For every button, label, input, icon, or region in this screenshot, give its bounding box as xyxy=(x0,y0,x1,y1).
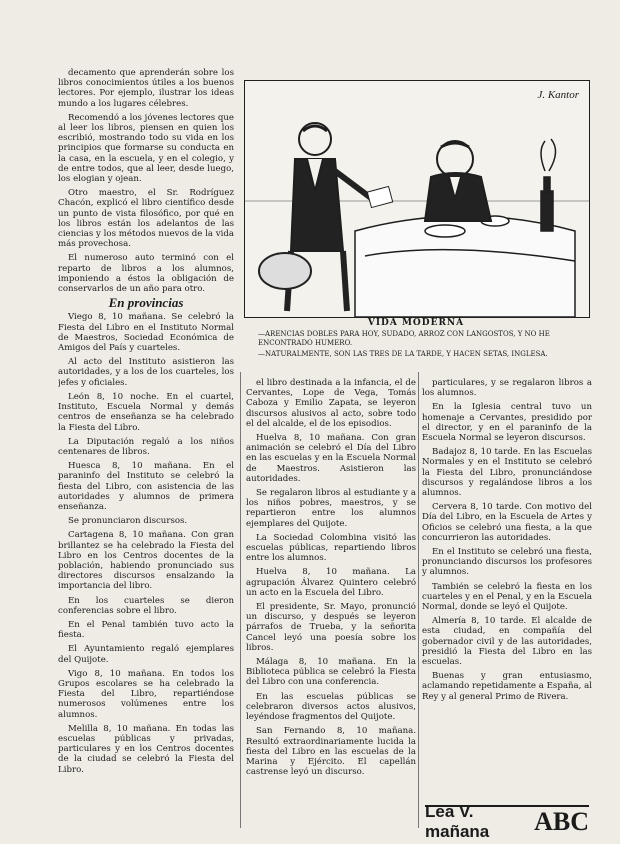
cartoon-title: VIDA MODERNA xyxy=(367,318,465,328)
right-paragraph-2: En la Iglesia central tuvo un homenaje a Cervantes, presidido por el director, y en el paraninfo de la Escuela Normal se leyeron discursos. xyxy=(422,402,592,444)
cartoon-illustration xyxy=(244,80,590,318)
left-paragraph-11: Cartagena 8, 10 mañana. Con gran brillantez se ha celebrado la Fiesta del Libro en los Centros docentes de la población, habiendo pronunciado sus directores discursos ensalzando la importancia del libro. xyxy=(58,530,234,592)
left-paragraph-13: En el Penal también tuvo acto la fiesta. xyxy=(58,619,234,641)
right-paragraph-7: Almería 8, 10 tarde. El alcalde de esta ciudad, en compañía del gobernador civil y de las autoridades, presidió la Fiesta del Libro en las escuelas. xyxy=(422,616,592,668)
mid-paragraph-3: Se regalaron libros al estudiante y a los niños pobres, maestros, y se repartieron entre los alumnos ejemplares del Quijote. xyxy=(246,488,416,529)
mid-paragraph-9: San Fernando 8, 10 mañana. Resultó extraordinariamente lucida la fiesta del Libro en las escuelas de la Marina y Ejército. El capellán castrense leyó un discurso. xyxy=(246,726,416,778)
left-paragraph-2: Recomendó a los jóvenes lectores que al leer los libros, piensen en quien los escribió, mostrando todo su vida en los principios que formarse su conducta en la casa, en la escuela, y en el colegio, y de entre todos, que al leer, desde luego, los elogian y ojean. xyxy=(58,112,234,185)
mid-paragraph-4: La Sociedad Colombina visitó las escuelas públicas, repartiendo libros entre los alumnos. xyxy=(246,532,416,564)
left-paragraph-3: Otro maestro, el Sr. Rodríguez Chacón, explicó el libro científico desde un punto de vista filosófico, por qué en los libros están los adelantos de las ciencias y los métodos nuevos de la vida más provechosa. xyxy=(58,188,234,250)
left-paragraph-14: El Ayuntamiento regaló ejemplares del Quijote. xyxy=(58,644,234,665)
mid-paragraph-2: Huelva 8, 10 mañana. Con gran animación se celebró el Día del Libro en las escuelas y en la Escuela Normal de Maestros. Asistieron las autoridades. xyxy=(246,433,416,484)
left-paragraph-9: Huesca 8, 10 mañana. En el paraninfo del Instituto se celebró la fiesta del Libro, con asistencia de las autoridades y alumnos de primera enseñanza. xyxy=(58,461,234,512)
cartoon-drawing xyxy=(245,81,589,317)
right-column xyxy=(422,378,592,828)
section-title: En provincias xyxy=(108,295,184,311)
cartoon-caption-2: —NATURALMENTE, SON LAS TRES DE LA TARDE, Y HACEN SETAS, INGLESA. xyxy=(258,350,548,358)
mid-paragraph-1: el libro destinada a la infancia, el de Cervantes, Lope de Vega, Tomás Caboza y Emilio Zapata, se leyeron discursos alusivos al acto, sobre todo el del alcalde, el de los episodios. xyxy=(246,378,416,429)
left-column xyxy=(58,68,234,828)
left-paragraph-1: decamento que aprenderán sobre los libros conocimientos útiles a los buenos lectores. Por ejemplo, ilustrar los ideas mundo a los lugares célebres. xyxy=(58,68,234,109)
mid-paragraph-6: El presidente, Sr. Mayo, pronunció un discurso, y después se leyeron párrafos de Trueba, y la señorita Cancel leyó una poesía sobre los libros. xyxy=(246,602,416,653)
middle-column xyxy=(246,378,416,828)
left-paragraph-16: Melilla 8, 10 mañana. En todas las escuelas públicas y privadas, particulares y en los Centros docentes de la ciudad se celebró la Fiesta del Libro. xyxy=(58,723,234,775)
bottle xyxy=(541,139,556,231)
column-rule-2 xyxy=(418,372,419,828)
mid-paragraph-7: Málaga 8, 10 mañana. En la Biblioteca pública se celebró la Fiesta del Libro con una conferencia. xyxy=(246,657,416,688)
right-paragraph-1: particulares, y se regalaron libros a los alumnos. xyxy=(422,378,592,399)
left-paragraph-4: El numeroso auto terminó con el reparto de libros a los alumnos, imponiendo a éstos la obligación de conservarlos de un año para otro. xyxy=(58,253,234,295)
right-paragraph-6: También se celebró la fiesta en los cuarteles y en el Penal, y en la Escuela Normal, donde se leyó el Quijote. xyxy=(422,581,592,613)
mid-paragraph-8: En las escuelas públicas se celebraron diversos actos alusivos, leyéndose fragmentos del Quijote. xyxy=(246,691,416,723)
right-paragraph-3: Badajoz 8, 10 tarde. En las Escuelas Normales y en el Instituto se celebró la Fiesta del Libro, pronunciándose discursos y regalándose libros a los alumnos. xyxy=(422,447,592,499)
left-paragraph-5: Viego 8, 10 mañana. Se celebró la Fiesta del Libro en el Instituto Normal de Maestros, Sociedad Económica de Amigos del País y cuarteles. xyxy=(58,312,234,354)
left-paragraph-12: En los cuarteles se dieron conferencias sobre el libro. xyxy=(58,595,234,616)
cartoon-signature: J. Kantor xyxy=(537,89,579,101)
right-paragraph-4: Cervera 8, 10 tarde. Con motivo del Día del Libro, en la Escuela de Artes y Oficios se celebró una fiesta, a la que concurrieron las autoridades. xyxy=(422,502,592,543)
left-paragraph-8: La Diputación regaló a los niños centenares de libros. xyxy=(58,436,234,457)
abc-advertisement xyxy=(425,802,589,841)
ad-brand: ABC xyxy=(534,807,589,836)
right-paragraph-8: Buenas y gran entusiasmo, aclamando repetidamente a España, al Rey y al general Primo de Rivera. xyxy=(422,671,592,702)
left-paragraph-6: Al acto del Instituto asistieron las autoridades, y a los de los cuarteles, los jefes y oficiales. xyxy=(58,357,234,388)
cartoon-caption-1: —ARENCIAS DOBLES PARA HOY, SUDADO, ARROZ CON LANGOSTOS, Y NO HE ENCONTRADO HUMERO. xyxy=(258,330,550,347)
diner-figure xyxy=(425,141,491,221)
left-paragraph-15: Vigo 8, 10 mañana. En todos los Grupos escolares se ha celebrado la Fiesta del Libro, repartiéndose numerosos volúmenes entre los alumnos. xyxy=(58,668,234,720)
column-rule-1 xyxy=(240,372,241,828)
ad-text: Lea V. mañana xyxy=(425,802,490,841)
left-paragraph-7: León 8, 10 noche. En el cuartel, Instituto, Escuela Normal y demás centros de enseñanza se ha celebrado la Fiesta del Libro. xyxy=(58,391,234,433)
mid-paragraph-5: Huelva 8, 10 mañana. La agrupación Álvarez Quintero celebró un acto en la Escuela del Libro. xyxy=(246,567,416,598)
right-paragraph-5: En el Instituto se celebró una fiesta, pronunciando discursos los profesores y alumnos. xyxy=(422,547,592,578)
left-paragraph-10: Se pronunciaron discursos. xyxy=(68,516,188,527)
